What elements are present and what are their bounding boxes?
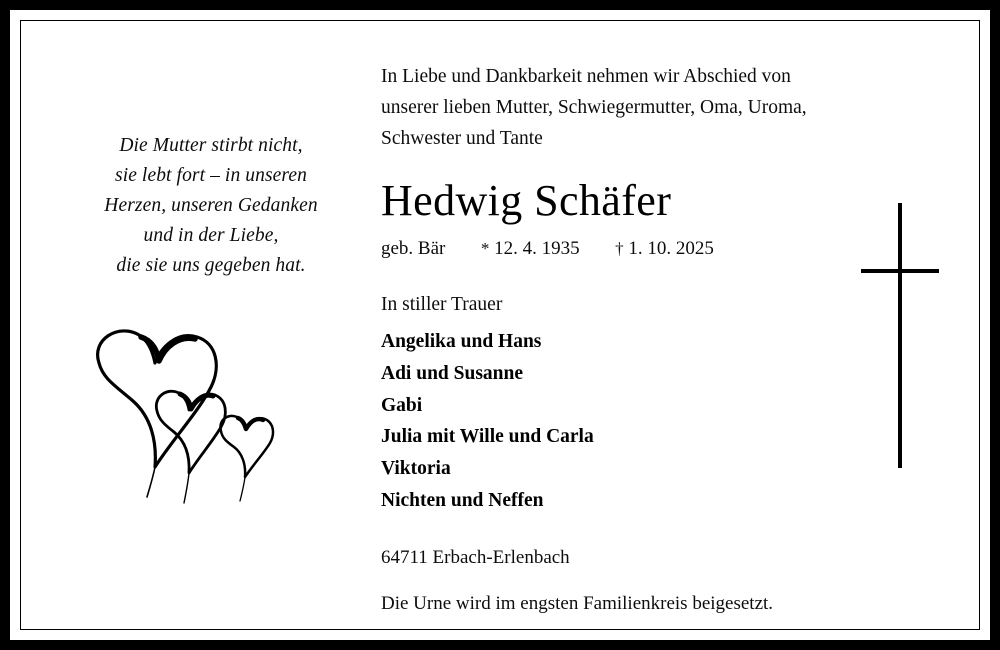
birth-date: 12. 4. 1935: [494, 238, 580, 259]
intro-line-2: unserer lieben Mutter, Schwiegermutter, Oma, Uroma,: [381, 97, 807, 118]
list-item: Viktoria: [381, 458, 451, 480]
main-text-block: [381, 61, 921, 615]
place-line: 64711 Erbach-Erlenbach: [381, 546, 570, 568]
three-hearts-icon: [81, 321, 331, 511]
intro-line-1: In Liebe und Dankbarkeit nehmen wir Abschied von: [381, 66, 791, 87]
maiden-name: geb. Bär: [381, 238, 446, 259]
memorial-verse: [61, 131, 361, 281]
mourning-heading: In stiller Trauer: [381, 294, 503, 315]
cross-horizontal-bar: [861, 269, 939, 273]
mourners-list: [381, 326, 921, 517]
verse-line-5: die sie uns gegeben hat.: [116, 255, 306, 276]
list-item: Gabi: [381, 394, 423, 416]
notice-content: [21, 21, 979, 629]
birth-symbol: *: [480, 239, 490, 258]
verse-line-4: und in der Liebe,: [143, 225, 279, 246]
intro-line-3: Schwester und Tante: [381, 128, 543, 149]
list-item: Nichten und Neffen: [381, 489, 544, 511]
verse-line-1: Die Mutter stirbt nicht,: [119, 135, 303, 156]
list-item: Angelika und Hans: [381, 331, 542, 352]
life-dates: [381, 238, 921, 260]
cross-vertical-bar: [898, 203, 902, 468]
death-date: 1. 10. 2025: [628, 238, 714, 259]
verse-block: [61, 131, 361, 281]
closing-note: Die Urne wird im engsten Familienkreis beigesetzt.: [381, 592, 774, 614]
list-item: Adi und Susanne: [381, 362, 524, 384]
cross-icon: [841, 191, 951, 481]
introduction-text: [381, 61, 921, 154]
verse-line-3: Herzen, unseren Gedanken: [104, 195, 318, 216]
verse-line-2: sie lebt fort – in unseren: [115, 165, 307, 186]
death-symbol: †: [615, 239, 624, 258]
deceased-name: Hedwig Schäfer: [381, 176, 672, 225]
list-item: Julia mit Wille und Carla: [381, 426, 594, 448]
